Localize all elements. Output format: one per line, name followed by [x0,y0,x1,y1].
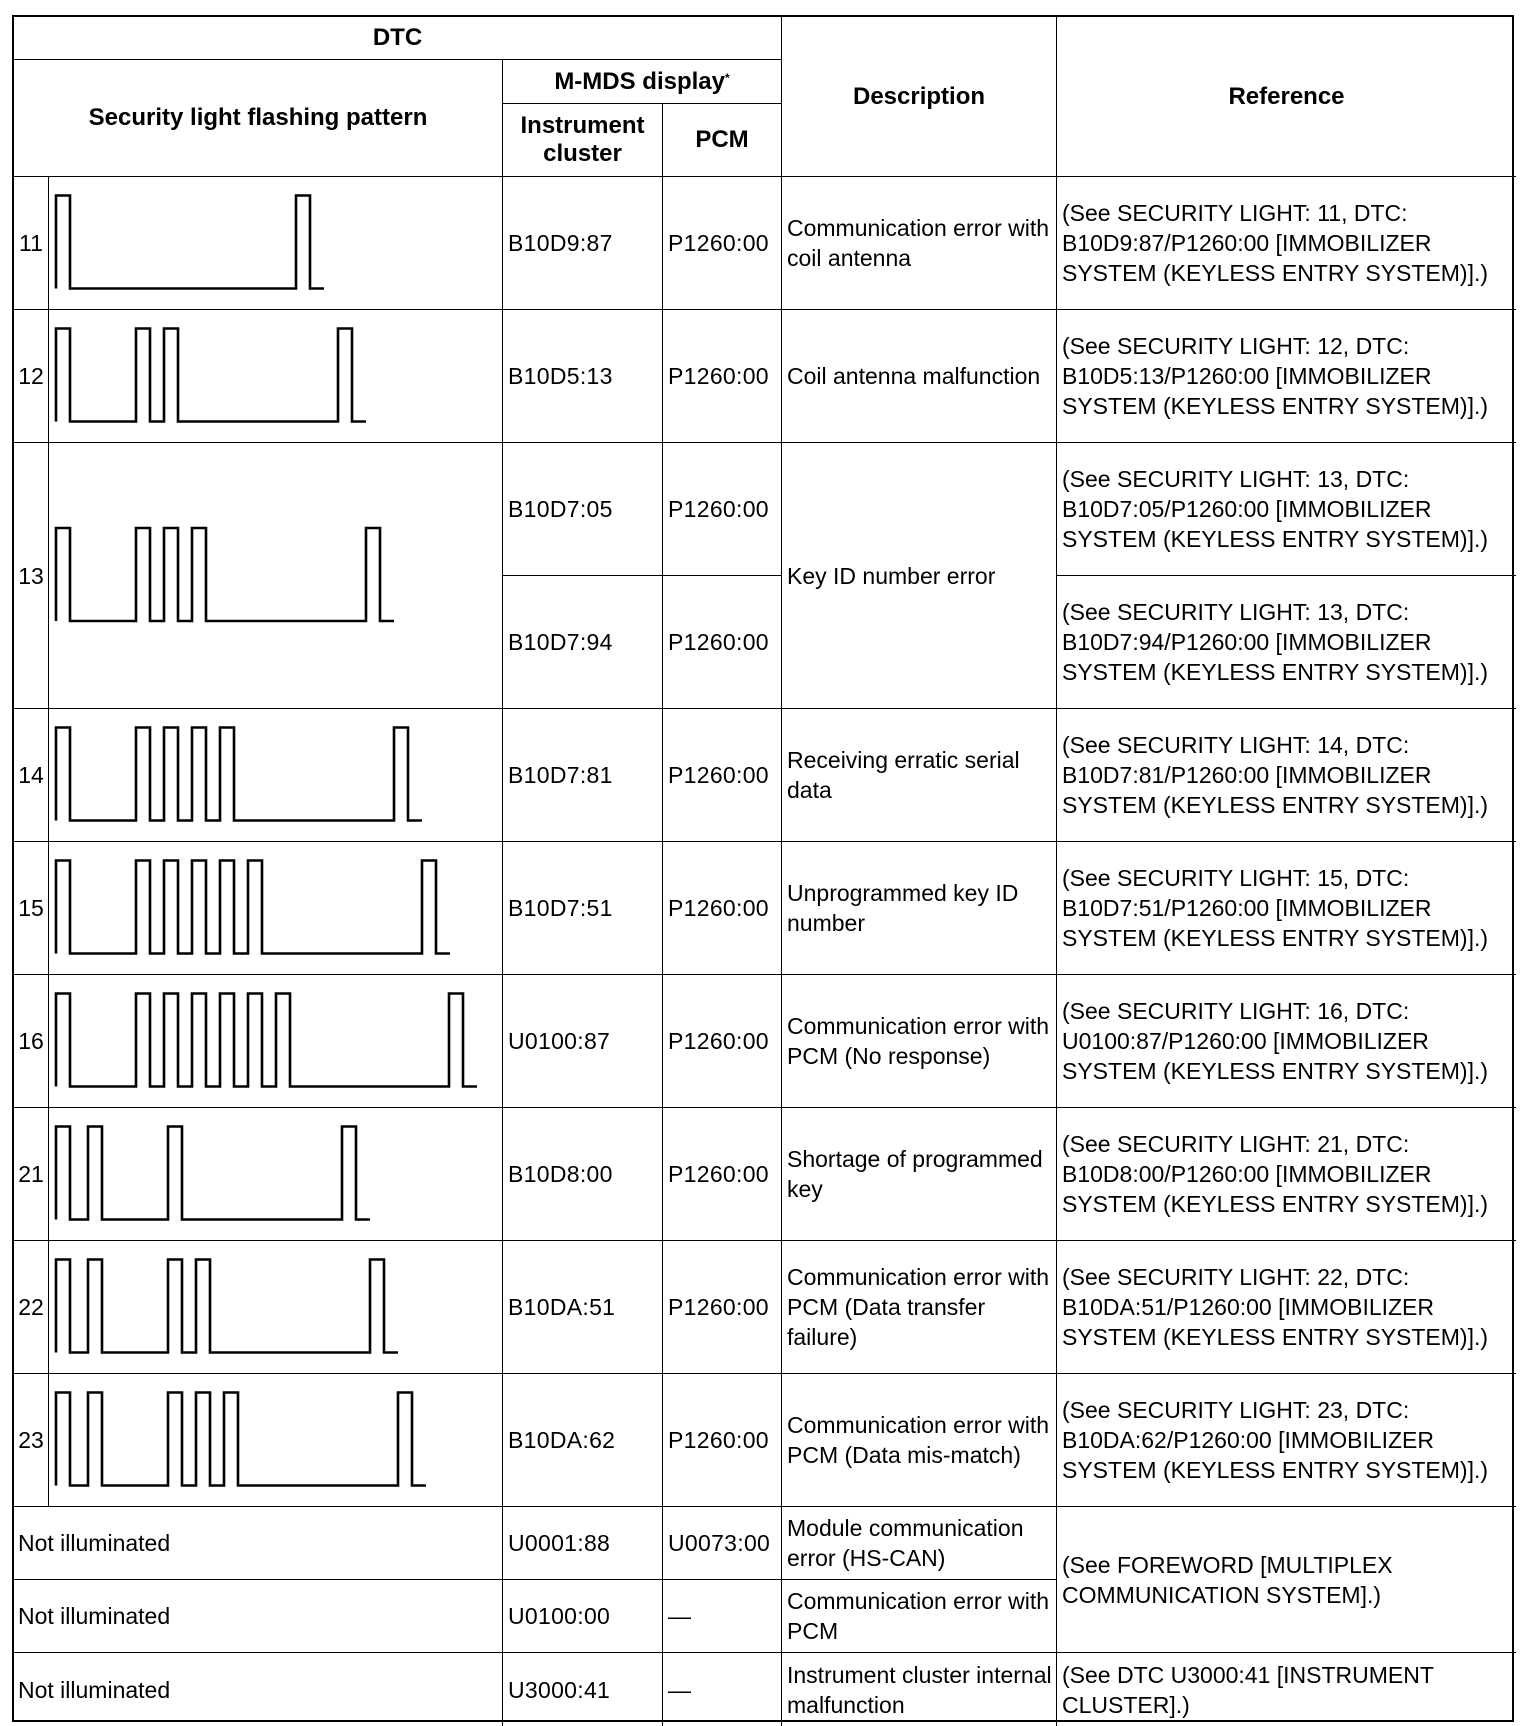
pcm-code: P1260:00 [663,842,782,975]
dtc-number: 11 [14,177,49,310]
flashing-pattern [49,1374,503,1507]
dtc-number: 14 [14,709,49,842]
pulse-train [56,1127,370,1220]
flash-waveform [49,443,501,709]
description-header: Description [782,17,1057,177]
pulse-train [56,861,450,954]
description: Communication error with PCM (No response) [782,975,1057,1108]
flash-waveform [49,177,501,310]
instrument-cluster-code: B10D7:94 [503,576,663,709]
pcm-code: P1260:00 [663,1241,782,1374]
instrument-cluster-code: B10D5:13 [503,310,663,443]
pcm-code: — [663,1653,782,1726]
pulse-train [56,329,366,422]
reference: (See SECURITY LIGHT: 13, DTC: B10D7:05/P1260:00 [IMMOBILIZER SYSTEM (KEYLESS ENTRY SYSTEM)].) [1057,443,1516,576]
flash-waveform [49,975,501,1108]
instrument-cluster-code: B10D7:05 [503,443,663,576]
instrument-cluster-code: U0100:87 [503,975,663,1108]
pcm-code: P1260:00 [663,576,782,709]
mmds-header-label: M-MDS display [554,67,725,95]
flashing-pattern [49,842,503,975]
not-illuminated-label: Not illuminated [14,1507,503,1580]
reference-header: Reference [1057,17,1516,177]
description: Module communication error (HS-CAN) [782,1507,1057,1580]
instrument-cluster-code: B10DA:62 [503,1374,663,1507]
description: Communication error with PCM [782,1580,1057,1653]
shared-reference: (See FOREWORD [MULTIPLEX COMMUNICATION SYSTEM].) [1057,1507,1516,1653]
dtc-number: 15 [14,842,49,975]
pcm-code: P1260:00 [663,443,782,576]
description: Unprogrammed key ID number [782,842,1057,975]
instrument-cluster-header: Instrument cluster [503,104,663,177]
instrument-cluster-code: B10D7:51 [503,842,663,975]
description: Communication error with PCM (Data transfer failure) [782,1241,1057,1374]
pulse-train [56,196,324,289]
pattern-header: Security light flashing pattern [14,60,503,177]
reference: (See SECURITY LIGHT: 13, DTC: B10D7:94/P1260:00 [IMMOBILIZER SYSTEM (KEYLESS ENTRY SYSTEM)].) [1057,576,1516,709]
reference: (See SECURITY LIGHT: 22, DTC: B10DA:51/P1260:00 [IMMOBILIZER SYSTEM (KEYLESS ENTRY SYSTEM)].) [1057,1241,1516,1374]
dtc-number: 12 [14,310,49,443]
pcm-header: PCM [663,104,782,177]
pcm-code: P1260:00 [663,709,782,842]
pulse-train [56,1393,426,1486]
instrument-cluster-code: U0100:00 [503,1580,663,1653]
pcm-code: U0073:00 [663,1507,782,1580]
pcm-code: P1260:00 [663,975,782,1108]
flash-waveform [49,1108,501,1241]
pulse-train [56,994,477,1087]
description: Shortage of programmed key [782,1108,1057,1241]
instrument-cluster-code: B10D7:81 [503,709,663,842]
flashing-pattern [49,310,503,443]
pulse-train [56,728,422,821]
description: Receiving erratic serial data [782,709,1057,842]
mmds-header [503,60,782,104]
flash-waveform [49,709,501,842]
pulse-train [56,1260,398,1353]
dtc-header: DTC [14,17,782,60]
not-illuminated-label: Not illuminated [14,1580,503,1653]
instrument-cluster-code: B10D8:00 [503,1108,663,1241]
instrument-cluster-code: B10D9:87 [503,177,663,310]
dtc-number: 13 [14,443,49,709]
pcm-code: P1260:00 [663,1108,782,1241]
instrument-cluster-code: U3000:41 [503,1653,663,1726]
dtc-number: 16 [14,975,49,1108]
flashing-pattern [49,1241,503,1374]
instrument-cluster-code: U0001:88 [503,1507,663,1580]
dtc-number: 21 [14,1108,49,1241]
description: Instrument cluster internal malfunction [782,1653,1057,1726]
pcm-code: P1260:00 [663,177,782,310]
pcm-code: — [663,1580,782,1653]
flashing-pattern [49,177,503,310]
dtc-number: 23 [14,1374,49,1507]
description: Communication error with PCM (Data mis-match) [782,1374,1057,1507]
pcm-code: P1260:00 [663,1374,782,1507]
dtc-number: 22 [14,1241,49,1374]
flashing-pattern [49,709,503,842]
pulse-train [56,528,394,621]
reference: (See SECURITY LIGHT: 23, DTC: B10DA:62/P1260:00 [IMMOBILIZER SYSTEM (KEYLESS ENTRY SYSTEM)].) [1057,1374,1516,1507]
mmds-note-mark: * [725,70,730,85]
reference: (See SECURITY LIGHT: 14, DTC: B10D7:81/P1260:00 [IMMOBILIZER SYSTEM (KEYLESS ENTRY SYSTEM)].) [1057,709,1516,842]
flashing-pattern [49,443,503,709]
reference: (See DTC U3000:41 [INSTRUMENT CLUSTER].) [1062,1661,1434,1718]
flash-waveform [49,310,501,443]
flashing-pattern [49,975,503,1108]
flash-waveform [49,1241,501,1374]
dtc-table [12,15,1514,1722]
flashing-pattern [49,1108,503,1241]
description: Key ID number error [782,443,1057,709]
instrument-cluster-code: B10DA:51 [503,1241,663,1374]
flash-waveform [49,1374,501,1507]
reference: (See SECURITY LIGHT: 16, DTC: U0100:87/P1260:00 [IMMOBILIZER SYSTEM (KEYLESS ENTRY SYSTEM)].) [1057,975,1516,1108]
pcm-code: P1260:00 [663,310,782,443]
flash-waveform [49,842,501,975]
reference: (See SECURITY LIGHT: 12, DTC: B10D5:13/P1260:00 [IMMOBILIZER SYSTEM (KEYLESS ENTRY SYSTEM)].) [1057,310,1516,443]
reference: (See SECURITY LIGHT: 15, DTC: B10D7:51/P1260:00 [IMMOBILIZER SYSTEM (KEYLESS ENTRY SYSTEM)].) [1057,842,1516,975]
description: Coil antenna malfunction [782,310,1057,443]
description: Communication error with coil antenna [782,177,1057,310]
reference: (See SECURITY LIGHT: 11, DTC: B10D9:87/P1260:00 [IMMOBILIZER SYSTEM (KEYLESS ENTRY SYSTEM)].) [1057,177,1516,310]
not-illuminated-label: Not illuminated [14,1653,503,1726]
reference: (See SECURITY LIGHT: 21, DTC: B10D8:00/P1260:00 [IMMOBILIZER SYSTEM (KEYLESS ENTRY SYSTEM)].) [1057,1108,1516,1241]
